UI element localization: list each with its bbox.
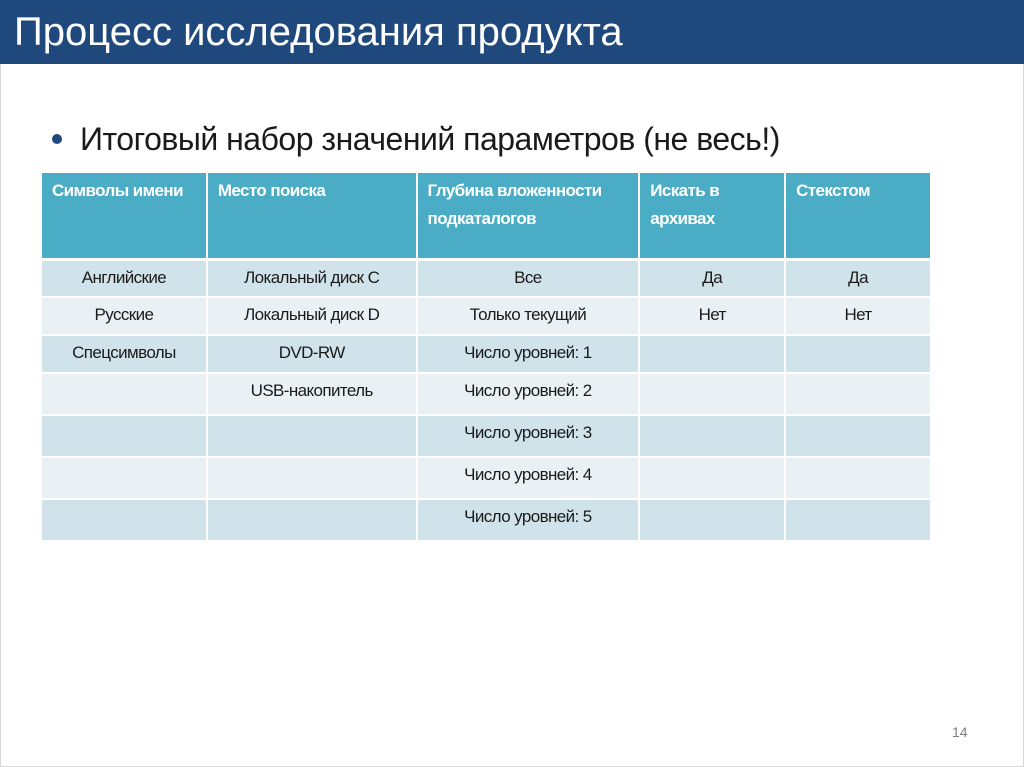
table-cell (207, 499, 417, 541)
table-cell (639, 373, 785, 415)
table-header-row (42, 173, 931, 259)
table-cell (639, 457, 785, 499)
table-cell (207, 457, 417, 499)
table-cell: Русские (42, 297, 207, 335)
bullet-item (52, 114, 780, 164)
table-cell (639, 335, 785, 373)
table-cell: Нет (639, 297, 785, 335)
table-cell (639, 499, 785, 541)
bullet-text: Итоговый набор значений параметров (не весь!) (80, 120, 780, 157)
header-cell: Глубина вложенности подкаталогов (417, 173, 640, 259)
table-cell: Все (417, 259, 640, 297)
table-row (42, 373, 931, 415)
table-row (42, 335, 931, 373)
table-cell (785, 499, 931, 541)
table-cell: USB-накопитель (207, 373, 417, 415)
bullet-dot-icon (52, 134, 62, 144)
table-cell: Число уровней: 1 (417, 335, 640, 373)
table-cell: Число уровней: 2 (417, 373, 640, 415)
header-cell: Символы имени (42, 173, 207, 259)
table-cell (42, 499, 207, 541)
table-cell: Да (785, 259, 931, 297)
table-cell (42, 373, 207, 415)
table-row (42, 415, 931, 457)
table-cell: Только текущий (417, 297, 640, 335)
table-cell: Да (639, 259, 785, 297)
table-cell (785, 373, 931, 415)
table-row (42, 297, 931, 335)
table-row (42, 259, 931, 297)
table-cell (639, 415, 785, 457)
table-cell: DVD-RW (207, 335, 417, 373)
table-cell: Английские (42, 259, 207, 297)
table-row (42, 499, 931, 541)
table-row (42, 457, 931, 499)
header-cell: Стекстом (785, 173, 931, 259)
table-cell: Спецсимволы (42, 335, 207, 373)
table-cell: Число уровней: 5 (417, 499, 640, 541)
table-cell: Число уровней: 3 (417, 415, 640, 457)
table-cell: Число уровней: 4 (417, 457, 640, 499)
header-cell: Место поиска (207, 173, 417, 259)
table-cell: Нет (785, 297, 931, 335)
title-bar (0, 0, 1024, 64)
parameters-table (42, 173, 932, 542)
header-cell: Искать в архивах (639, 173, 785, 259)
table-cell (42, 415, 207, 457)
table-cell (785, 335, 931, 373)
table-cell (42, 457, 207, 499)
table-cell: Локальный диск C (207, 259, 417, 297)
table-cell (785, 415, 931, 457)
slide-title: Процесс исследования продукта (14, 10, 623, 54)
table-cell (785, 457, 931, 499)
table-cell (207, 415, 417, 457)
page-number: 14 (952, 724, 968, 740)
table-cell: Локальный диск D (207, 297, 417, 335)
